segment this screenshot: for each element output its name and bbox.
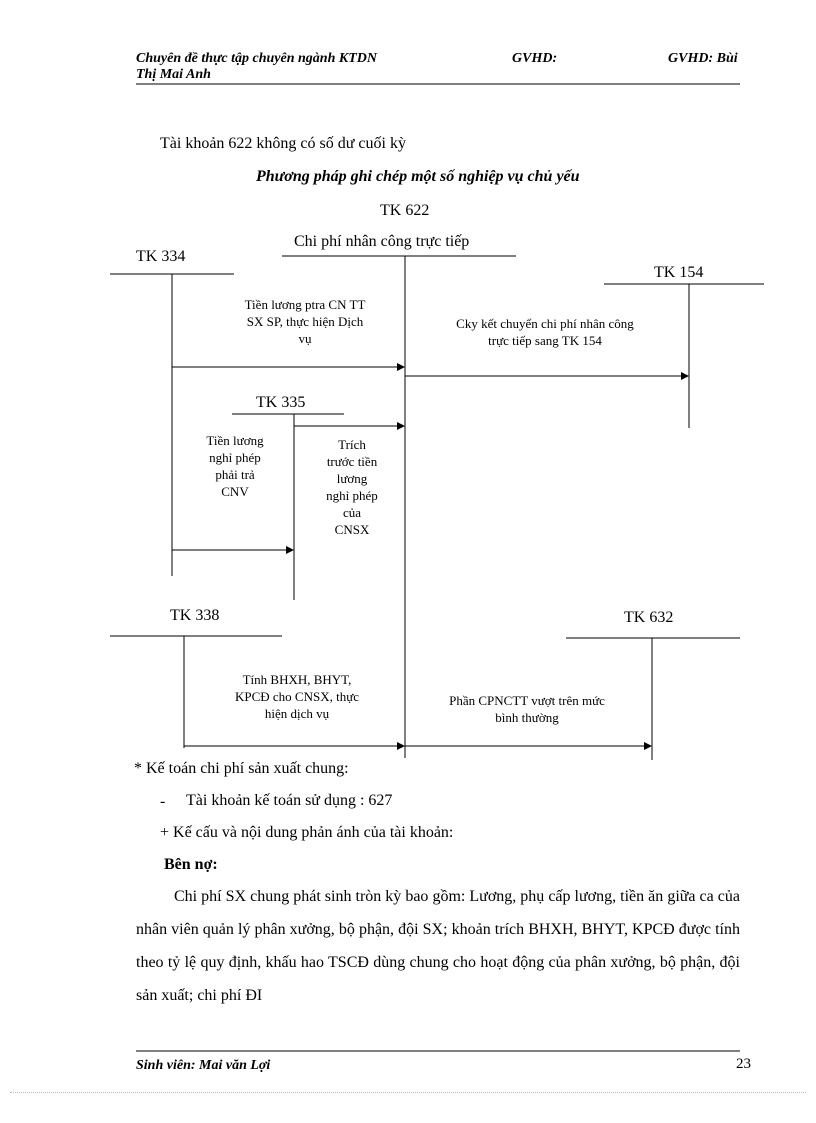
account-used: Tài khoản kế toán sử dụng : 627 — [186, 792, 393, 809]
section-title: Phương pháp ghi chép một số nghiệp vụ chủ yếu — [256, 168, 580, 185]
header-gvhd-2: GVHD: Bùi — [668, 51, 738, 66]
tk-335-label: TK 335 — [256, 394, 306, 411]
intro-text: Tài khoản 622 không có số dư cuối kỳ — [160, 135, 406, 152]
header-gvhd-1: GVHD: — [512, 51, 558, 66]
note-accrual-leave: Trích trước tiền lương nghỉ phép của CNSX — [326, 437, 378, 537]
page-number: 23 — [736, 1056, 751, 1072]
header-name-line: Thị Mai Anh — [136, 67, 211, 82]
tk-622-name: Chi phí nhân công trực tiếp — [294, 233, 470, 250]
tk-338-label: TK 338 — [170, 607, 220, 624]
tk-154-label: TK 154 — [654, 264, 704, 281]
header-title: Chuyên đề thực tập chuyên ngành KTDN — [136, 51, 377, 66]
tk-632-label: TK 632 — [624, 609, 674, 626]
note-insurance: Tính BHXH, BHYT, KPCĐ cho CNSX, thực hiện dịch vụ — [234, 672, 360, 721]
note-leave-salary: Tiền lương nghỉ phép phải trả CNV — [206, 433, 264, 499]
ben-no-paragraph: Chi phí SX chung phát sinh tròn kỳ bao gồm: Lương, phụ cấp lương, tiền ăn giữa ca của nhân viên quản lý phân xưởng, bộ phận, đội SX; khoản trích BHXH, BHYT, KPCĐ được tính theo tỷ lệ quy định, khấu hao TSCĐ dùng chung cho hoạt động của phân xưởng, bộ phận, đội sản xuất; chi phí ĐI — [136, 888, 740, 1004]
general-cost-heading: * Kế toán chi phí sản xuất chung: — [134, 760, 349, 777]
page-bottom-edge — [10, 1092, 806, 1093]
structure-heading: + Kế cấu và nội dung phản ánh của tài khoản: — [160, 824, 454, 841]
footer-student: Sinh viên: Mai văn Lợi — [136, 1058, 271, 1073]
bullet-dash: - — [160, 793, 166, 810]
tk-334-label: TK 334 — [136, 248, 186, 265]
tk-622-label: TK 622 — [380, 202, 430, 219]
note-salary-production: Tiền lương ptra CN TT SX SP, thực hiện Dịch vụ — [244, 297, 366, 346]
note-excess-cost: Phần CPNCTT vượt trên mức bình thường — [449, 693, 605, 725]
note-transfer-154: Cky kết chuyển chi phí nhân công trực tiếp sang TK 154 — [456, 316, 634, 348]
ben-no-heading: Bên nợ: — [164, 856, 218, 873]
